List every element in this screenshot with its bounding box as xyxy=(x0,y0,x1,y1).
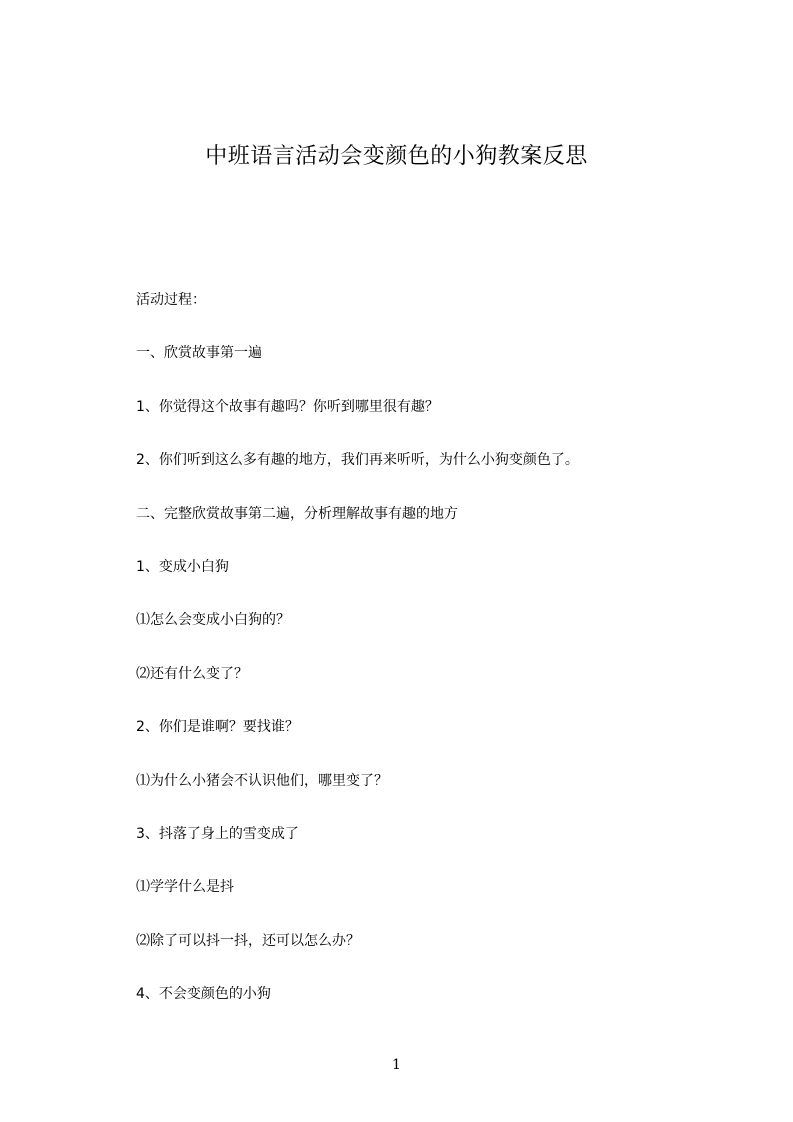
body-line: 4、不会变颜色的小狗 xyxy=(136,986,271,1003)
page-number: 1 xyxy=(392,1057,401,1073)
body-line: 1、你觉得这个故事有趣吗？你听到哪里很有趣？ xyxy=(136,398,439,415)
body-line: 2、你们听到这么多有趣的地方，我们再来听听，为什么小狗变颜色了。 xyxy=(136,452,579,469)
body-line: ⑴为什么小猪会不认识他们，哪里变了？ xyxy=(136,772,388,789)
document-body xyxy=(136,289,696,1036)
body-line: 2、你们是谁啊？要找谁？ xyxy=(136,719,299,736)
body-line: ⑵还有什么变了？ xyxy=(136,665,248,682)
document-title: 中班语言活动会变颜色的小狗教案反思 xyxy=(205,144,588,169)
body-line: 二、完整欣赏故事第二遍，分析理解故事有趣的地方 xyxy=(136,505,458,522)
body-line: 活动过程： xyxy=(136,292,206,308)
body-line: 3、抖落了身上的雪变成了 xyxy=(136,825,299,842)
body-line: ⑴学学什么是抖 xyxy=(136,879,234,896)
body-line: ⑴怎么会变成小白狗的？ xyxy=(136,612,290,629)
body-line: 1、变成小白狗 xyxy=(136,558,229,575)
body-line: 一、欣赏故事第一遍 xyxy=(136,345,262,362)
body-line: ⑵除了可以抖一抖，还可以怎么办？ xyxy=(136,932,360,949)
